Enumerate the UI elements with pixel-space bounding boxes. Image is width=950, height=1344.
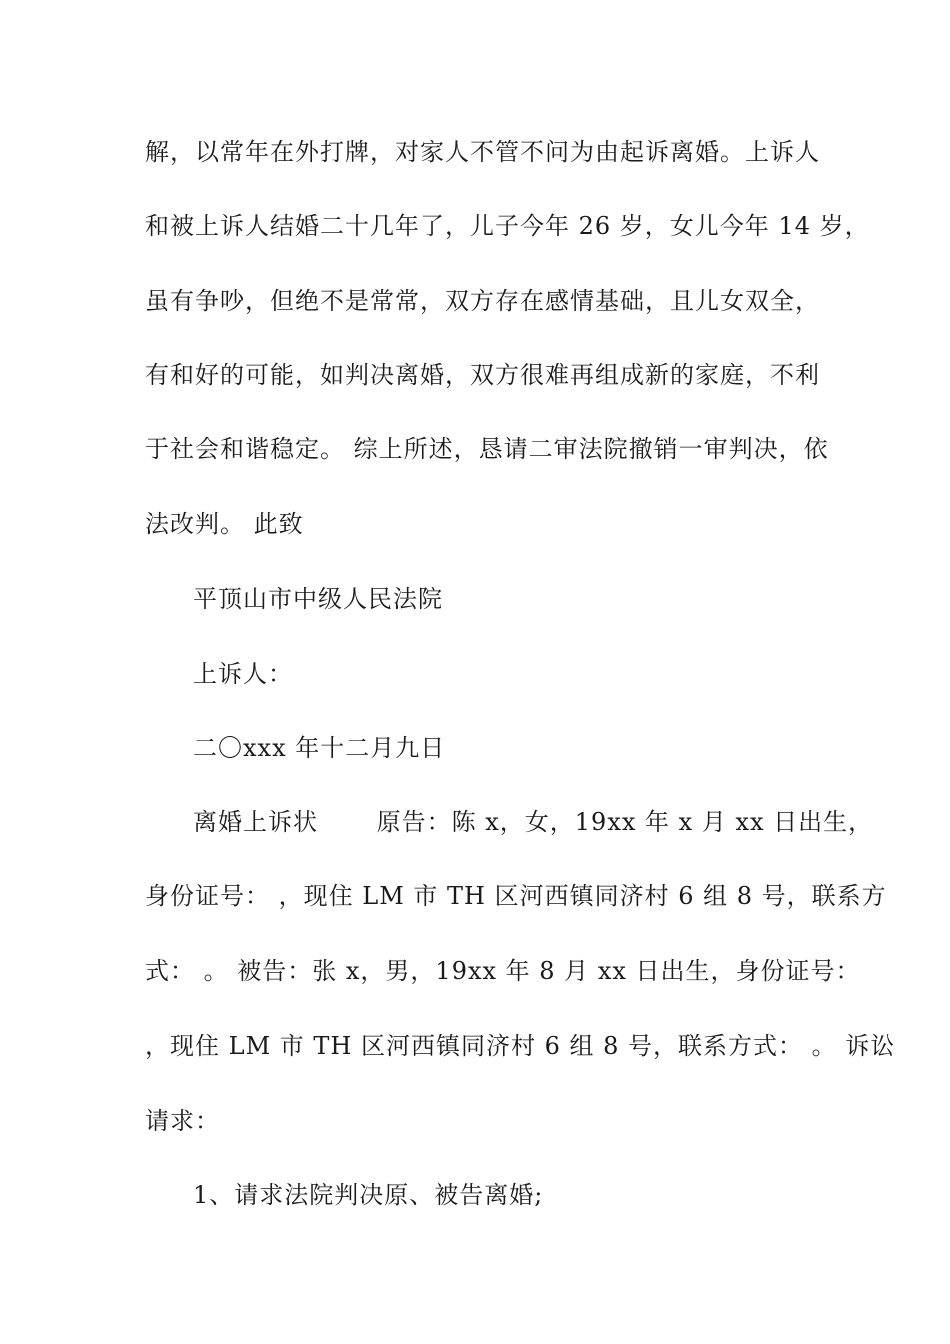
list-item: 1、请求法院判决原、被告离婚; [193,1181,544,1209]
paragraph-line: 解，以常年在外打牌，对家人不管不问为由起诉离婚。上诉人 [145,138,820,166]
appellant-label: 上诉人： [193,660,293,688]
paragraph-line: 身份证号： ，现住 LM 市 TH 区河西镇同济村 6 组 8 号，联系方 [145,882,887,910]
paragraph-line: 于社会和谐稳定。 综上所述，恳请二审法院撤销一审判决，依 [145,435,829,463]
paragraph-line: 请求： [145,1107,220,1135]
court-name: 平顶山市中级人民法院 [193,585,443,613]
date-line: 二〇xxx 年十二月九日 [193,734,446,762]
paragraph-line: 虽有争吵，但绝不是常常，双方存在感情基础，且儿女双全， [145,287,820,315]
paragraph-line: ，现住 LM 市 TH 区河西镇同济村 6 组 8 号，联系方式： 。 诉讼 [145,1032,896,1060]
paragraph-line: 有和好的可能，如判决离婚，双方很难再组成新的家庭，不利 [145,361,820,389]
paragraph-line: 式： 。 被告：张 x，男，19xx 年 8 月 xx 日出生，身份证号： [145,957,861,985]
appeal-heading-line: 离婚上诉状 原告：陈 x，女，19xx 年 x 月 xx 日出生， [193,808,874,836]
paragraph-line: 和被上诉人结婚二十几年了，儿子今年 26 岁，女儿今年 14 岁， [145,212,870,240]
paragraph-line: 法改判。 此致 [145,510,304,538]
